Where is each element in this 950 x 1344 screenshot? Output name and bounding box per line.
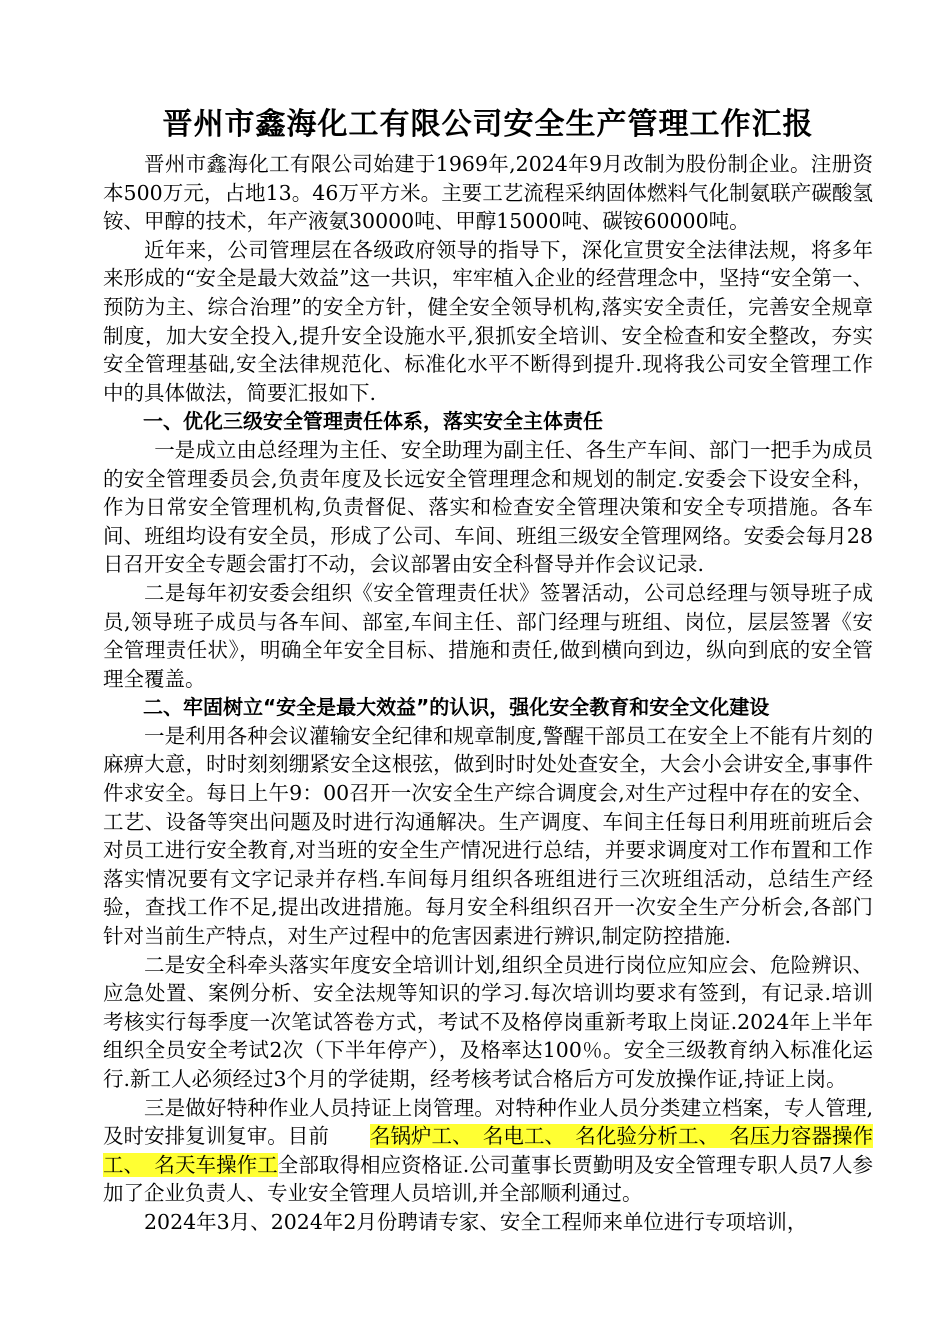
- paragraph-committee: 一是成立由总经理为主任、安全助理为副主任、各生产车间、部门一把手为成员的安全管理委员会,负责年度及长远安全管理理念和规划的制定.安委会下设安全科，作为日常安全管理机构,负责督促、落实和检查安全管理决策和安全专项措施。各车间、班组均设有安全员，形成了公司、车间、班组三级安全管理网络。安委会每月28日召开安全专题会雷打不动，会议部署由安全科督导并作会议记录.: [103, 437, 873, 577]
- special-operators-text-a: 三是做好特种作业人员持证上岗管理。对特种作业人员分类建立档案，专人管理,及时安排复训复审。目前: [103, 1095, 873, 1149]
- section-heading-1: 一、优化三级安全管理责任体系，落实安全主体责任: [143, 409, 603, 434]
- paragraph-responsibility: 二是每年初安委会组织《安全管理责任状》签署活动，公司总经理与领导班子成员,领导班子成员与各车间、部室,车间主任、部门经理与班组、岗位，层层签署《安全管理责任状》，明确全年安全目标、措施和责任,做到横向到边，纵向到底的安全管理全覆盖。: [103, 580, 873, 691]
- document-title: 晋州市鑫海化工有限公司安全生产管理工作汇报: [162, 107, 814, 142]
- paragraph-company-intro: 晋州市鑫海化工有限公司始建于1969年,2024年9月改制为股份制企业。注册资本500万元，占地13。46万平方米。主要工艺流程采纳固体燃料气化制氨联产碳酸氢铵、甲醇的技术，年产液氨30000吨、甲醇15000吨、碳铵60000吨。: [103, 152, 873, 234]
- document-page: [103, 100, 873, 1237]
- highlighted-operators: 名锅炉工、 名电工、 名化验分析工、 名压力容器操作工、 名天车操作工: [103, 1124, 874, 1177]
- paragraph-training: 二是安全科牵头落实年度安全培训计划,组织全员进行岗位应知应会、危险辨识、应急处置、案例分析、安全法规等知识的学习.每次培训均要求有签到，有记录.培训考核实行每季度一次笔试答卷方式，考试不及格停岗重新考取上岗证.2024年上半年组织全员安全考试2次（下半年停产），及格率达100％。安全三级教育纳入标准化运行.新工人必须经过3个月的学徒期，经考核考试合格后方可发放操作证,持证上岗。: [103, 952, 873, 1091]
- paragraph-expert-training: 2024年3月、2024年2月份聘请专家、安全工程师来单位进行专项培训，: [144, 1209, 808, 1234]
- special-operators-text-b: 全部取得相应资格证.公司董事长贾勤明及安全管理专职人员7人参加了企业负责人、专业安全管理人员培训,并全部顺利通过。: [103, 1152, 874, 1206]
- paragraph-special-operators: [103, 1094, 873, 1208]
- paragraph-overview: 近年来，公司管理层在各级政府领导的指导下，深化宣贯安全法律法规，将多年来形成的“安全是最大效益”这一共识，牢牢植入企业的经营理念中，坚持“安全第一、预防为主、综合治理”的安全方针，健全安全领导机构,落实安全责任，完善安全规章制度，加大安全投入,提升安全设施水平,狠抓安全培训、安全检查和安全整改，夯实安全管理基础,安全法律规范化、标准化水平不断得到提升.现将我公司安全管理工作中的具体做法，简要汇报如下.: [103, 237, 873, 405]
- section-heading-2: 二、牢固树立“安全是最大效益”的认识，强化安全教育和安全文化建设: [143, 695, 770, 720]
- paragraph-meetings: 一是利用各种会议灌输安全纪律和规章制度,警醒干部员工在安全上不能有片刻的麻痹大意，时时刻刻绷紧安全这根弦，做到时时处处查安全，大会小会讲安全,事事件件求安全。每日上午9：00召开一次安全生产综合调度会,对生产过程中存在的安全、工艺、设备等突出问题及时进行沟通解决。生产调度、车间主任每日利用班前班后会对员工进行安全教育,对当班的安全生产情况进行总结，并要求调度对工作布置和工作落实情况要有文字记录并存档.车间每月组织各班组进行三次班组活动，总结生产经验，查找工作不足,提出改进措施。每月安全科组织召开一次安全生产分析会,各部门针对当前生产特点，对生产过程中的危害因素进行辨识,制定防控措施.: [103, 723, 873, 949]
